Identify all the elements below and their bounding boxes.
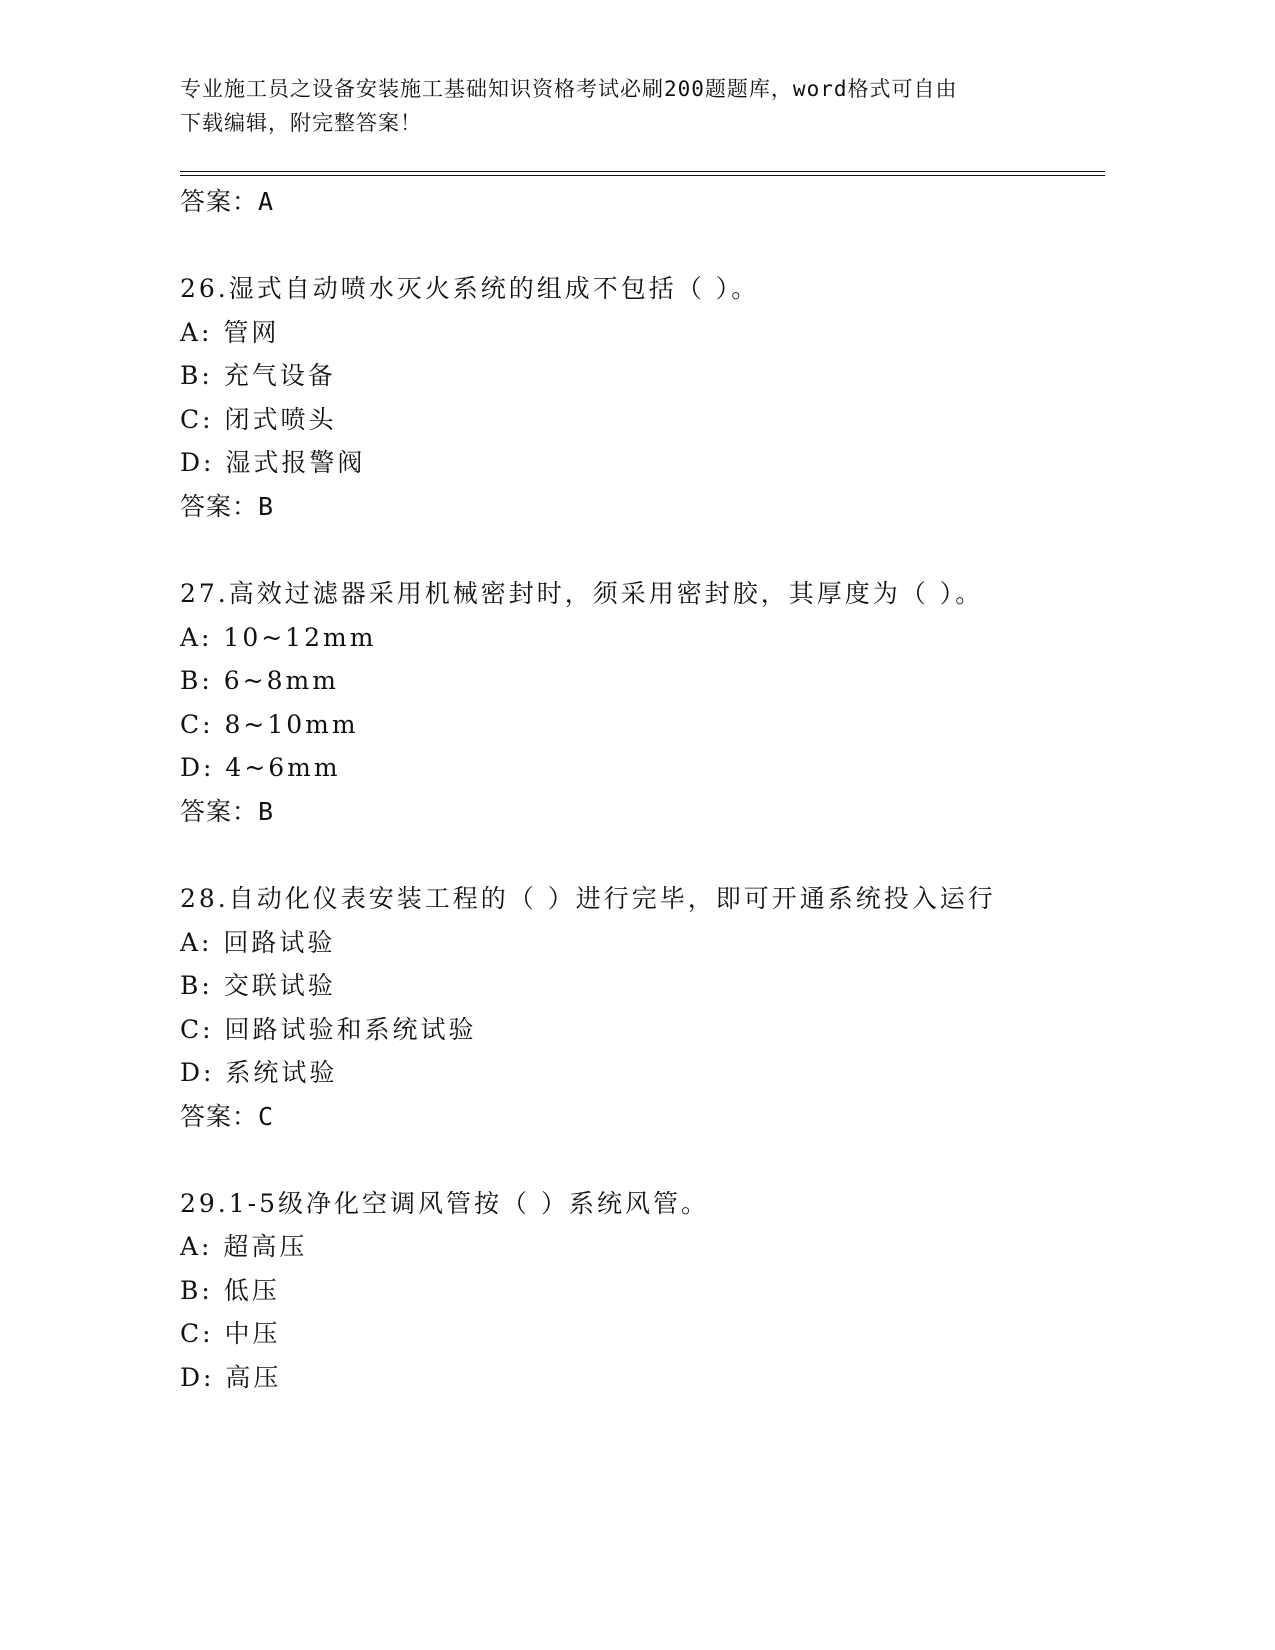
question-28-option-d: D: 系统试验 — [180, 1058, 338, 1087]
question-29-stem: 29.1-5级净化空调风管按（ ）系统风管。 — [180, 1189, 709, 1218]
question-29-option-d: D: 高压 — [180, 1363, 282, 1392]
question-28-option-c: C: 回路试验和系统试验 — [180, 1015, 477, 1044]
question-28-option-a: A: 回路试验 — [180, 928, 336, 957]
question-27-option-a: A: 10~12mm — [180, 623, 377, 652]
header-divider-bottom — [180, 175, 1105, 176]
question-26-option-d: D: 湿式报警阀 — [180, 448, 366, 477]
question-29-option-c: C: 中压 — [180, 1319, 281, 1348]
question-26-stem: 26.湿式自动喷水灭火系统的组成不包括（ ）。 — [180, 274, 760, 303]
header-line-1: 专业施工员之设备安装施工基础知识资格考试必刷200题题库，word格式可自由 — [180, 77, 958, 101]
question-29-option-b: B: 低压 — [180, 1276, 280, 1305]
question-27-option-b: B: 6~8mm — [180, 666, 339, 695]
question-27-answer: 答案：B — [180, 797, 275, 826]
question-26-option-c: C: 闭式喷头 — [180, 405, 337, 434]
question-26-option-b: B: 充气设备 — [180, 361, 336, 390]
answer-previous: 答案：A — [180, 187, 275, 216]
question-27-option-d: D: 4~6mm — [180, 753, 341, 782]
header-line-2: 下载编辑，附完整答案！ — [180, 111, 422, 135]
question-27-stem: 27.高效过滤器采用机械密封时，须采用密封胶，其厚度为（ ）。 — [180, 579, 984, 608]
question-28-option-b: B: 交联试验 — [180, 971, 336, 1000]
question-27-option-c: C: 8~10mm — [180, 710, 359, 739]
document-header — [180, 72, 1060, 140]
question-28-answer: 答案：C — [180, 1102, 275, 1131]
question-26-answer: 答案：B — [180, 492, 275, 521]
question-29-option-a: A: 超高压 — [180, 1232, 308, 1261]
question-28-stem: 28.自动化仪表安装工程的（ ）进行完毕，即可开通系统投入运行 — [180, 884, 996, 913]
question-26-option-a: A: 管网 — [180, 318, 280, 347]
header-divider-top — [180, 171, 1105, 172]
